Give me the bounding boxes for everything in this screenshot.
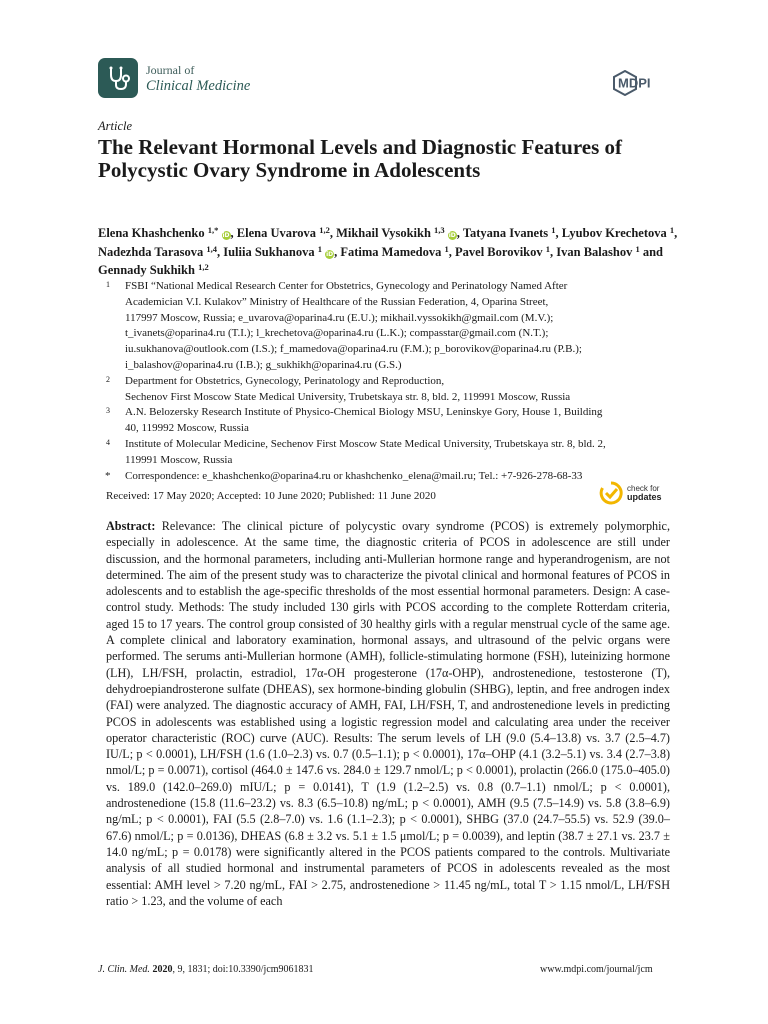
check-for-updates-line2: updates [627,492,662,502]
affiliation-item [98,469,673,485]
affiliation-item [98,437,673,469]
affiliation-line: Sechenov First Moscow State Medical University, Trubetskaya str. 8, bld. 2, 119991 Moscow, Russia [125,390,571,403]
author-affiliation-mark: 1,2 [198,262,209,272]
affiliation-line: Institute of Molecular Medicine, Sechenov First Moscow State Medical University, Trubetskaya str. 8, bld. 2, [125,437,606,450]
check-for-updates-icon [599,481,623,505]
orcid-icon[interactable]: iD [326,250,334,258]
affiliation-line: 117997 Moscow, Russia; e_uvarova@oparina4.ru (E.U.); mikhail.vyssokikh@gmail.com (M.V.); [125,311,554,324]
abstract [106,518,670,909]
check-for-updates-badge[interactable] [599,481,662,505]
affiliation-item [98,374,673,406]
journal-name [146,62,250,94]
affiliation-line: 40, 119992 Moscow, Russia [125,422,249,435]
author-name: Lyubov Krechetova [561,226,670,240]
author-list: Elena Khashchenko $^{1,*}$ iD, Elena Uvarova $^{1,2}$, Mikhail Vysokikh $^{1,3}$ iD, Tatyana Ivanets $^1$, Lyubov Krechetova $^1$, Nadezhda Tarasova $^{1,4}$, Iuliia Sukhanova $^1$ iD, Fatima Mamedova $^1$, Pavel Borovikov $^1$, Ivan Balashov $^1$ and Gennady Sukhikh $^{1,2}$ [98,225,678,277]
affiliation-line: FSBI “National Medical Research Center for Obstetrics, Gynecology and Perinatology Named After [125,280,568,292]
affiliation-number: 3 [106,406,110,416]
author-affiliation-mark: 1,* [207,225,219,235]
affiliation-number: 4 [106,437,110,447]
affiliation-line: 119991 Moscow, Russia [125,453,233,466]
abstract-label: Abstract: [106,519,156,533]
author-name: Pavel Borovikov [455,244,546,259]
author-name: Mikhail Vysokikh [336,226,435,240]
article-type: Article [98,119,133,133]
orcid-icon[interactable]: iD [448,232,456,239]
author-affiliation-mark: 1 [545,243,551,254]
author-name: Fatima Mamedova [340,244,445,259]
affiliation-line: i_balashov@oparina4.ru (I.B.); g_sukhikh@oparina4.ru (G.S.) [125,358,402,371]
journal-prefix: Journal of [146,63,195,77]
journal-logo[interactable] [98,58,250,98]
journal-title: Clinical Medicine [146,78,251,94]
check-for-updates-text [627,484,662,502]
author-name: Ivan Balashov [556,244,636,259]
check-for-updates-line1: check for [627,484,660,493]
orcid-icon[interactable]: iD [222,232,230,239]
author-name: Elena Khashchenko [98,226,208,240]
author-name: Nadezhda Tarasova [98,244,207,259]
affiliation-number: 1 [106,280,110,289]
affiliation-number: 2 [106,374,110,384]
author-name: Tatyana Ivanets [462,226,552,240]
author-affiliation-mark: 1,4 [206,243,217,254]
author-affiliation-mark: 1,3 [434,225,445,235]
affiliation-line: iu.sukhanova@outlook.com (I.S.); f_mamedova@oparina4.ru (F.M.); p_borovikov@oparina4.ru (P.B.); [125,343,582,356]
affiliation-item [98,405,673,437]
author-affiliation-mark: 1 [444,243,449,254]
author-affiliation-mark: 1 [317,243,322,254]
author-affiliation-mark: 1 [669,225,675,235]
affiliation-line: A.N. Belozersky Research Institute of Physico-Chemical Biology MSU, Leninskye Gory, House 1, Building [125,406,603,419]
abstract-text: Relevance: The clinical picture of polycystic ovary syndrome (PCOS) is extremely polymorphic, especially in adolescence. At the same time, the diagnostic criteria of PCOS in adolescence are still under discussion, and the hormonal parameters, including anti-Mullerian hormone range and hyperandrogenism, are not determined. The aim of the present study was to characterize the pivotal clinical and hormonal features of PCOS in adolescents and to establish the age-specific thresholds of the most essential hormonal parameters. Design: A case-control study. Methods: The study included 130 girls with PCOS according to the complete Rotterdam criteria, aged 15 to 17 years. The control group consisted of 30 healthy girls with a regular menstrual cycle of the same age. A complete clinical and laboratory examination, hormonal assays, and ultrasound of the pelvic organs were performed. The serums anti-Mullerian hormone (AMH), follicle-stimulating hormone (FSH), luteinizing hormone (LH), LH/FSH, prolactin, estradiol, 17α-OH progesterone (17α-OHP), androstenedione, testosterone (T), dehydroepiandrosterone sulfate (DHEAS), sex hormone-binding globulin (SHBG), leptin, and free androgen index (FAI) were analyzed. The diagnostic accuracy of AMH, FAI, LH/FSH, T, and androstenedione levels in predicting PCOS in adolescents was established using a logistic regression model and calculating area under the receiver operator characteristic (ROC) curve (AUC). Results: The serum levels of LH (9.0 (5.4–13.8) vs. 3.7 (2.5–4.7) IU/L; p < 0.0001), LH/FSH (1.6 (1.0–2.3) vs. 0.7 (0.5–1.1); p < 0.0001), 17α–OHP (4.1 (3.2–5.1) vs. 3.4 (2.7–3.8) nmol/L; p = 0.0071), cortisol (464.0 ± 147.6 vs. 284.0 ± 129.7 nmol/L; p < 0.0001), prolactin (266.0 (175.0–405.0) vs. 189.0 (142.0–269.0) mIU/L; p = 0.0141), T (1.9 (1.2–2.5) vs. 0.8 (0.7–1.1) nmol/L; p < 0.0001), androstenedione (15.8 (11.6–23.2) vs. 8.3 (6.5–10.8) ng/mL; p < 0.0001), AMH (9.5 (7.5–14.9) vs. 5.8 (3.8–6.9) ng/mL; p < 0.0001), FAI (5.5 (2.8–7.0) vs. 1.6 (1.1–2.3); p < 0.0001), SHBG (37.0 (24.7–55.5) vs. 52.9 (39.0–67.6) nmol/L; p = 0.0136), DHEAS (6.8 ± 3.2 vs. 5.1 ± 1.5 μmol/L; p = 0.0039), and leptin (38.7 ± 27.1 vs. 23.7 ± 14.0 ng/mL; p = 0.0178) were significantly altered in the PCOS patients compared to the controls. Multivariate analysis of all studied hormonal and instrumental parameters of PCOS in adolescents revealed as the most essential: AMH level > 7.20 ng/mL, FAI > 2.75, androstenedione > 11.45 ng/mL, total T > 1.15 nmol/L, LH/FSH ratio > 1.23, and the volume of each [106,519,670,908]
footer-journal-abbr: J. Clin. Med. [98,964,150,975]
affiliation-line: Academician V.I. Kulakov” Ministry of Healthcare of the Russian Federation, 4, Oparina Street, [125,295,549,308]
author-name: Iuliia Sukhanova [223,244,318,259]
author-affiliation-mark: 1,2 [319,225,330,235]
citation-footer [98,964,314,975]
author-name: Gennady Sukhikh [98,263,199,277]
affiliation-line: Correspondence: e_khashchenko@oparina4.ru or khashchenko_elena@mail.ru; Tel.: +7-926-278-68-33 [125,469,583,482]
footer-citation-rest: , 9, 1831; doi:10.3390/jcm9061831 [172,964,314,975]
affiliation-item [98,279,673,374]
mdpi-logo[interactable] [612,70,670,101]
mdpi-logo-text: MDPI [618,75,651,91]
affiliations [98,279,673,484]
affiliation-line: t_ivanets@oparina4.ru (T.I.); l_krechetova@oparina4.ru (L.K.); compasstar@gmail.com (N.T.); [125,327,549,340]
journal-url[interactable]: www.mdpi.com/journal/jcm [540,964,653,975]
footer-year: 2020 [152,964,173,975]
stethoscope-icon [98,58,138,98]
publication-dates: Received: 17 May 2020; Accepted: 10 June 2020; Published: 11 June 2020 [106,490,436,502]
author-affiliation-mark: 1 [635,243,640,254]
author-affiliation-mark: 1 [551,225,556,235]
author-name: Elena Uvarova [236,226,320,240]
affiliation-number: * [105,469,111,482]
affiliation-line: Department for Obstetrics, Gynecology, Perinatology and Reproduction, [125,374,445,387]
article-title: The Relevant Hormonal Levels and Diagnostic Features of Polycystic Ovary Syndrome in Adolescents [98,135,622,182]
